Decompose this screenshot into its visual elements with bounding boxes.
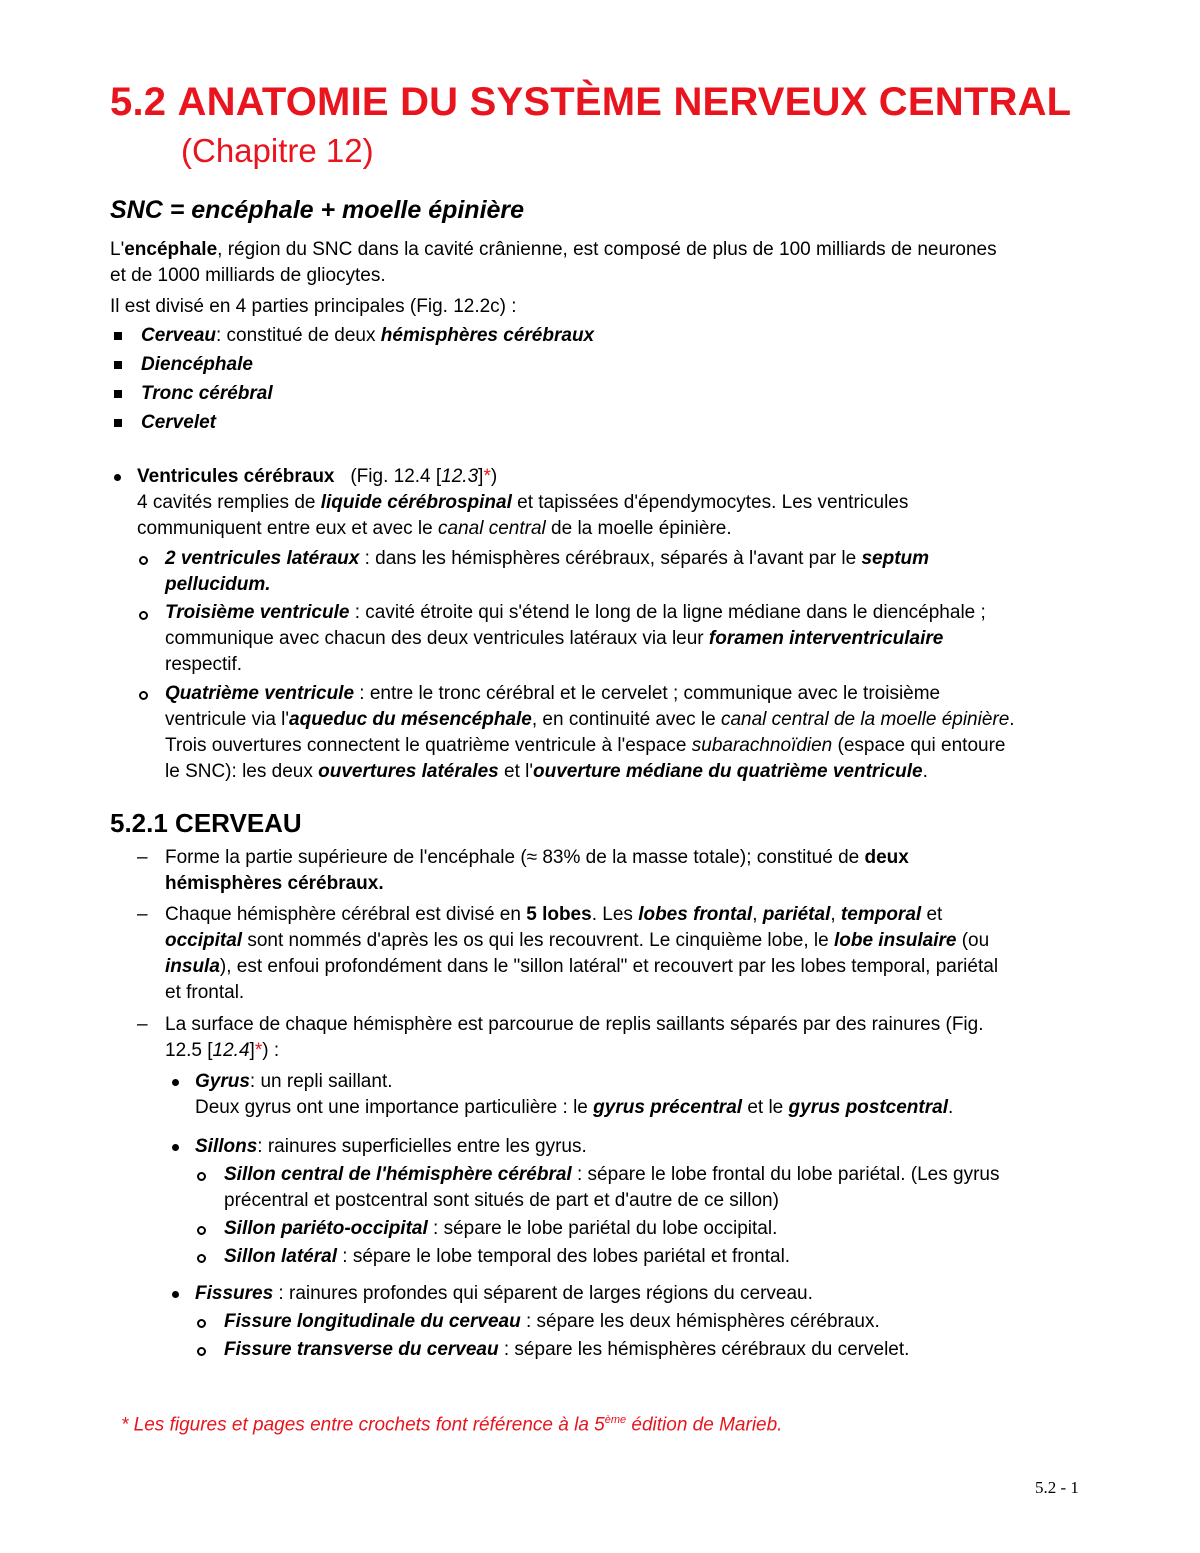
circle-bullet-icon (197, 1254, 206, 1263)
section-heading-cerveau: 5.2.1 CERVEAU (110, 808, 302, 838)
square-bullet-icon (114, 332, 122, 340)
intro-line-2: et de 1000 milliards de gliocytes. (110, 265, 386, 286)
bullet-icon (114, 474, 121, 481)
circle-bullet-icon (139, 556, 148, 565)
sillon-parieto-occipital-item: Sillon pariéto-occipital : sépare le lobe pariétal du lobe occipital. (224, 1218, 778, 1239)
fissure-transverse-item: Fissure transverse du cerveau : sépare les hémisphères cérébraux du cervelet. (224, 1339, 910, 1360)
ventricules-block: Ventricules cérébraux (Fig. 12.4 [12.3]*) 4 cavités remplies de liquide cérébrospinal et tapissées d'épendymocytes. Les ventricules communiquent entre eux et avec le canal central de la moelle épinière. (137, 466, 909, 539)
circle-bullet-icon (139, 691, 148, 700)
sillons-item: Sillons: rainures superficielles entre les gyrus. (195, 1136, 587, 1157)
dash-bullet: – (137, 904, 148, 925)
cerveau-point-2: Chaque hémisphère cérébral est divisé en 5 lobes. Les lobes frontal, pariétal, temporal et occipital sont nommés d'après les os qui les recouvrent. Le cinquième lobe, le lobe insulaire (ou insula), est enfoui profondément dans le "sillon latéral" et recouvert par les lobes temporal, pariétal et frontal. (165, 904, 999, 1003)
fissure-longitudinale-item: Fissure longitudinale du cerveau : sépare les deux hémisphères cérébraux. (224, 1311, 880, 1332)
chapter-subtitle: (Chapitre 12) (181, 132, 374, 169)
sillon-central-item: Sillon central de l'hémisphère cérébral : sépare le lobe frontal du lobe pariétal. (Les gyrus précentral et postcentral sont situés de part et d'autre de ce sillon) (224, 1164, 1000, 1211)
circle-bullet-icon (197, 1226, 206, 1235)
ventricules-lateraux-item: 2 ventricules latéraux : dans les hémisphères cérébraux, séparés à l'avant par le septum pellucidum. (165, 548, 930, 595)
intro-line-1: L'encéphale, région du SNC dans la cavité crânienne, est composé de plus de 100 milliards de neurones (110, 239, 997, 260)
square-bullet-icon (114, 361, 122, 369)
circle-bullet-icon (197, 1347, 206, 1356)
circle-bullet-icon (139, 611, 148, 620)
intro-line-3: Il est divisé en 4 parties principales (Fig. 12.2c) : (110, 296, 517, 317)
square-bullet-icon (114, 390, 122, 398)
square-bullet-icon (114, 419, 122, 427)
page-title: 5.2 ANATOMIE DU SYSTÈME NERVEUX CENTRAL (110, 80, 1072, 124)
quatrieme-ventricule-item: Quatrième ventricule : entre le tronc cérébral et le cervelet ; communique avec le troisième ventricule via l'aqueduc du mésencéphale, en continuité avec le canal central de la moelle épinière. Trois ouvertures connectent le quatrième ventricule à l'espace subarachnoïdien (espace qui entoure le SNC): les deux ouvertures latérales et l'ouverture médiane du quatrième ventricule. (165, 683, 1015, 782)
gyrus-item: Gyrus: un repli saillant. Deux gyrus ont une importance particulière : le gyrus précentral et le gyrus postcentral. (195, 1071, 954, 1118)
circle-bullet-icon (197, 1172, 206, 1181)
sillon-lateral-item: Sillon latéral : sépare le lobe temporal des lobes pariétal et frontal. (224, 1246, 791, 1267)
cerveau-point-1: Forme la partie supérieure de l'encéphale (≈ 83% de la masse totale); constitué de deux hémisphères cérébraux. (165, 847, 909, 894)
dash-bullet: – (137, 847, 148, 868)
troisieme-ventricule-item: Troisième ventricule : cavité étroite qui s'étend le long de la ligne médiane dans le diencéphale ; communique avec chacun des deux ventricules latéraux via leur foramen interventriculaire respectif. (165, 602, 986, 675)
bullet-icon (172, 1079, 179, 1086)
circle-bullet-icon (197, 1319, 206, 1328)
bullet-icon (172, 1291, 179, 1298)
footnote: * Les figures et pages entre crochets font référence à la 5ème édition de Marieb. (121, 1414, 783, 1436)
cerveau-point-3: La surface de chaque hémisphère est parcourue de replis saillants séparés par des rainures (Fig. 12.5 [12.4]*) : (165, 1014, 984, 1061)
snc-heading: SNC = encéphale + moelle épinière (110, 196, 525, 224)
document-page: 5.2 ANATOMIE DU SYSTÈME NERVEUX CENTRAL (Chapitre 12) SNC = encéphale + moelle épinière L'encéphale, région du SNC dans la cavité crânienne, est composé de plus de 100 milliards de neurones et de 1000 milliards de gliocytes. Il est divisé en 4 parties principales (Fig. 12.2c) : Cerveau: constitué de deux hémisphères cérébraux Diencéphale Tronc cérébral Cervelet Ventricules cérébraux (Fig. 12.4 [12.3]*) 4 cavités remplies de liquide cérébrospinal et tapissées d'épendymocytes. Les ventricules communiquent entre eux et avec le canal central de la moelle épinière. 2 ventricules latéraux : dans les hémisphères cérébraux, séparés à l'avant par le septum pellucidum. Troisième ventricule : cavité étroite qui s'étend le long de la ligne médiane dans le diencéphale ; communique avec chacun des deux ventricules latéraux via leur foramen interventriculaire respectif. Quatrième ventricule : entre le tronc cérébral et le cervelet ; communique avec le troisième ventricule via l'aqueduc du mésencéphale, en continuité avec le canal central de la moelle épinière. Trois ouvertures connectent le quatrième ventricule à l'espace subarachnoïdien (espace qui entoure le SNC): les deux ouvertures latérales et l'ouverture médiane du quatrième ventricule. 5.2.1 CERVEAU – Forme la partie supérieure de l'encéphale (≈ 83% de la masse totale); constitué de deux hémisphères cérébraux. – Chaque hémisphère cérébral est divisé en 5 lobes. Les lobes frontal, pariétal, temporal et occipital sont nommés d'après les os qui les recouvrent. Le cinquième lobe, le lobe insulaire (ou insula), est enfoui profondément dans le "sillon latéral" et recouvert par les lobes temporal, pariétal et frontal. – La surface de chaque hémisphère est parcourue de replis saillants séparés par des rainures (Fig. 12.5 [12.4]*) : Gyrus: un repli saillant. Deux gyrus ont une importance particulière : le gyrus précentral et le gyrus postcentral. Sillons: rainures superficielles entre les gyrus. Sillon central de l'hémisphère cérébral : sépare le lobe frontal du lobe pariétal. (Les gyrus précentral et postcentral sont situés de part et d'autre de ce sillon) Sillon pariéto-occipital : sépare le lobe pariétal du lobe occipital. Sillon latéral : sépare le lobe temporal des lobes pariétal et frontal. Fissures : rainures profondes qui séparent de larges régions du cerveau. Fissure longitudinale du cerveau : sépare les deux hémisphères cérébraux. Fissure transverse du cerveau : sépare les hémisphères cérébraux du cervelet. * Les figures et pages entre crochets font référence à la 5ème édition de Marieb. 5.2 - 1 (110, 80, 1079, 1497)
bullet-icon (172, 1144, 179, 1151)
fissures-item: Fissures : rainures profondes qui séparent de larges régions du cerveau. (195, 1283, 813, 1304)
dash-bullet: – (137, 1014, 148, 1035)
page-number: 5.2 - 1 (1035, 1478, 1079, 1497)
